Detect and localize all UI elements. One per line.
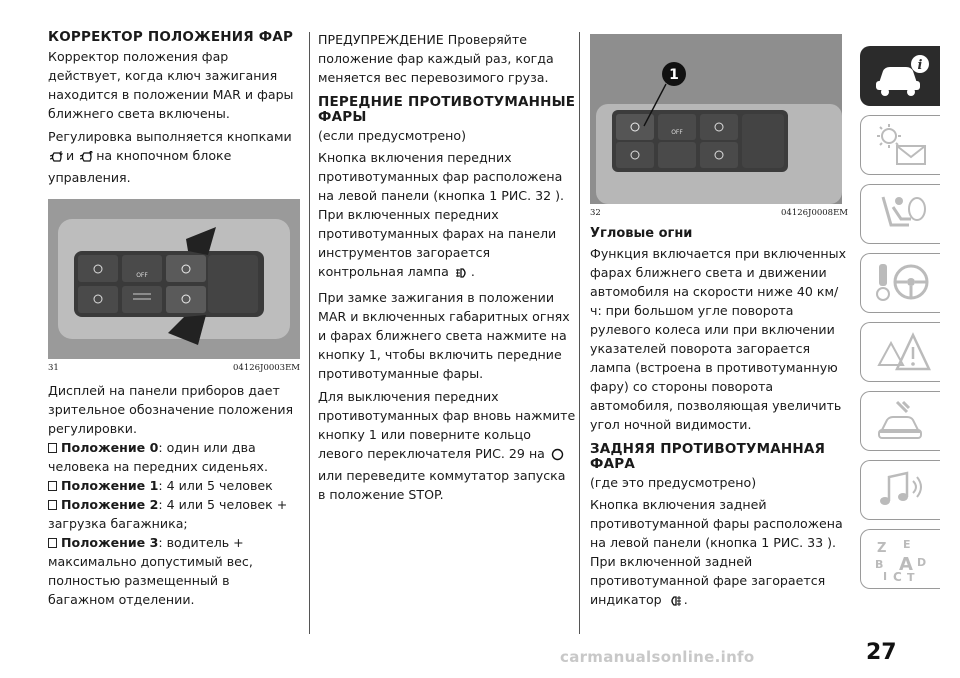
svg-text:B: B: [875, 558, 884, 571]
figure-32-image: [590, 34, 842, 204]
paragraph: При замке зажигания в положении MAR и включенных габаритных огнях и фарах ближнего света нажмите на кнопку 1, чтобы включить передние противотуманные фары.: [318, 290, 570, 381]
svg-text:Z: Z: [877, 541, 887, 556]
checkbox-bullet-icon: [48, 500, 57, 510]
svg-text:E: E: [903, 538, 911, 551]
figure-number: 32: [590, 208, 601, 218]
tab-warning-lights[interactable]: [860, 115, 940, 175]
ring-off-icon: [551, 447, 564, 466]
tab-seat-airbag[interactable]: [860, 184, 940, 244]
paragraph: Корректор положения фар действует, когда ключ зажигания находится в положении MAR и фары ближнего света включены.: [48, 49, 294, 121]
paragraph: Для выключения передних противотуманных фар вновь нажмите кнопку 1 или поверните кольцо левого переключателя РИС. 29 на или переведите коммутатор запуска в положение STOP.: [318, 389, 576, 502]
warning-triangle-icon: [873, 329, 931, 375]
svg-text:i: i: [917, 58, 923, 73]
car-info-icon: [873, 53, 931, 99]
svg-text:D: D: [917, 556, 927, 569]
headlight-down-icon: [50, 149, 64, 168]
figure-31-image: [48, 199, 300, 359]
figure-code: 04126J0008EM: [781, 208, 848, 218]
seat-airbag-icon: [873, 191, 931, 237]
headlight-up-icon: [80, 149, 94, 168]
rear-fog-light-icon: [668, 593, 682, 612]
page-number: 27: [866, 640, 897, 665]
paragraph-adjust-buttons: Регулировка выполняется кнопками и на кнопочном блоке управления.: [48, 129, 292, 185]
warning-paragraph: ПРЕДУПРЕЖДЕНИЕ Проверяйте положение фар каждый раз, когда меняется вес перевозимого груза.: [318, 32, 554, 85]
checkbox-bullet-icon: [48, 443, 57, 453]
figure-number: 31: [48, 363, 59, 373]
subheading-optional: (если предусмотрено): [318, 128, 467, 143]
figure-32-caption: [590, 208, 848, 218]
figure-31-caption: [48, 363, 300, 373]
svg-text:A: A: [899, 554, 913, 575]
off-label: OFF: [136, 272, 148, 279]
chapter-tabs: [860, 46, 940, 598]
button-panel-illustration: [48, 199, 300, 359]
section-heading-rear-fog: ЗАДНЯЯ ПРОТИВОТУМАННАЯ ФАРА: [590, 441, 826, 472]
section-heading-headlight-corrector: КОРРЕКТОР ПОЛОЖЕНИЯ ФАР: [48, 29, 294, 45]
tab-maintenance[interactable]: [860, 391, 940, 451]
section-heading-cornering-lights: Угловые огни: [590, 226, 693, 241]
front-fog-light-icon: [455, 265, 469, 284]
paragraph: Кнопка включения передних противотуманных фар расположена на левой панели (кнопка 1 РИС. 32 ). При включенных передних противотуманных фарах на панели инструментов загорается контрольная лампа .: [318, 148, 576, 284]
column-1: [48, 30, 300, 609]
tab-emergency[interactable]: [860, 322, 940, 382]
paragraph: Функция включается при включенных фарах ближнего света и движении автомобиля на скорости ниже 40 км/ч: при большом угле поворота рулевого колеса или при включении указателей поворота загорается лампа (встроена в противотуманную фару) со стороны поворота автомобиля, позволяющая увеличить угол ночной видимости.: [590, 246, 847, 432]
svg-text:T: T: [907, 571, 915, 582]
column-divider: [309, 32, 310, 634]
column-2: [318, 30, 576, 504]
warning-lights-icon: [873, 122, 931, 168]
paragraph: Дисплей на панели приборов дает зрительное обозначение положения регулировки.: [48, 383, 294, 436]
column-3: [590, 34, 848, 612]
tab-multimedia[interactable]: [860, 460, 940, 520]
callout-number: 1: [669, 67, 679, 83]
svg-text:I: I: [883, 570, 888, 582]
alphabet-index-icon: [873, 536, 931, 582]
list-item: Положение 2: 4 или 5 человек + загрузка багажника;: [48, 497, 288, 531]
fog-button-panel-illustration: [590, 34, 842, 204]
media-music-icon: [873, 467, 931, 513]
section-heading-front-fog: ПЕРЕДНИЕ ПРОТИВОТУМАННЫЕ ФАРЫ: [318, 94, 576, 125]
off-label: OFF: [671, 129, 683, 136]
checkbox-bullet-icon: [48, 481, 57, 491]
key-steering-icon: [873, 260, 931, 306]
tab-key-steering[interactable]: [860, 253, 940, 313]
list-item: Положение 1: 4 или 5 человек: [48, 476, 300, 495]
list-item: Положение 0: один или два человека на передних сиденьях.: [48, 440, 268, 474]
column-divider: [579, 32, 580, 634]
tab-index[interactable]: [860, 529, 940, 589]
watermark: carmanualsonline.info: [560, 648, 755, 666]
subheading-optional: (где это предусмотрено): [590, 475, 757, 490]
paragraph: Кнопка включения задней противотуманной фары расположена на левой панели (кнопка 1 РИС. 33 ). При включенной задней противотуманной фаре загорается индикатор .: [590, 495, 848, 612]
svg-text:C: C: [893, 570, 902, 582]
checkbox-bullet-icon: [48, 538, 57, 548]
wrench-car-icon: [873, 398, 931, 444]
figure-code: 04126J0003EM: [233, 363, 300, 373]
list-item: Положение 3: водитель + максимально допустимый вес, полностью размещенный в багажном отделении.: [48, 535, 253, 607]
tab-car-info[interactable]: [860, 46, 940, 106]
